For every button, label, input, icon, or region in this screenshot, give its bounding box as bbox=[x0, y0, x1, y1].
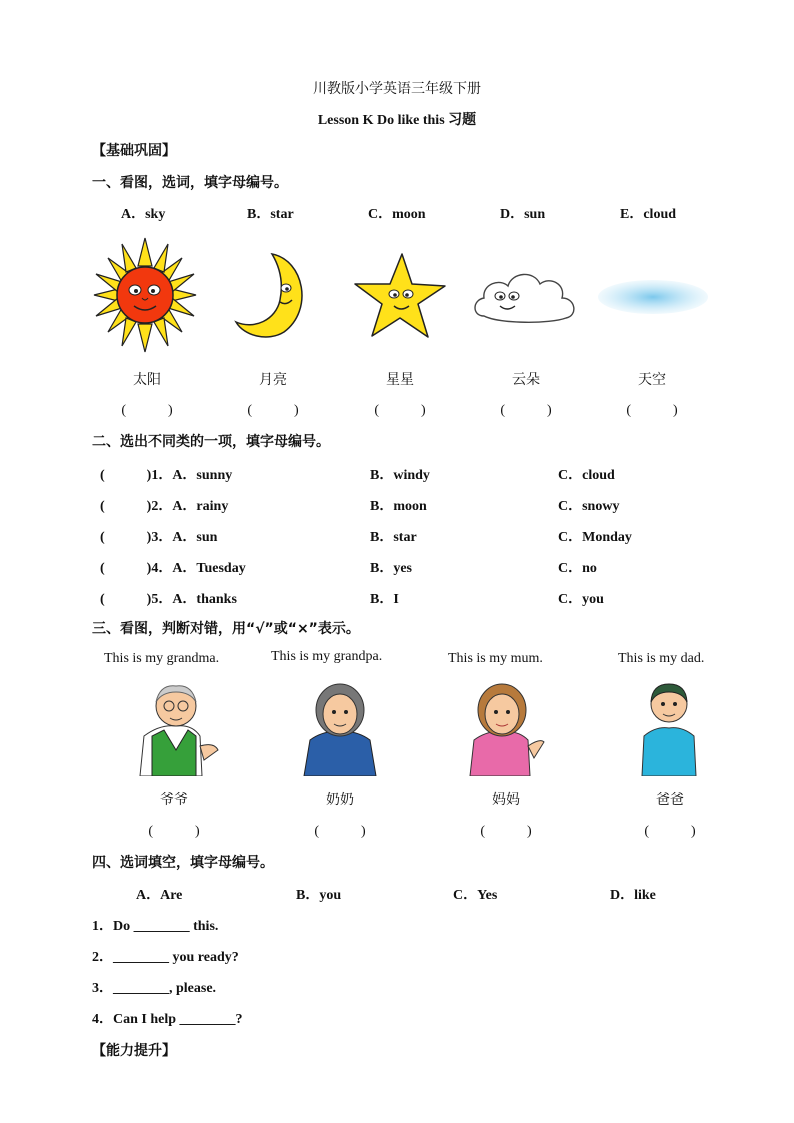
mum-picture bbox=[464, 680, 548, 776]
part3-heading: 三、看图，判断对错，用“√”或“×”表示。 bbox=[92, 621, 360, 637]
fill-item-1: 1．Do ________ this. bbox=[92, 919, 219, 934]
label-moon: 月亮 bbox=[259, 372, 287, 388]
part4-option-a: A．Are bbox=[136, 888, 183, 903]
label-star: 星星 bbox=[386, 372, 414, 388]
advanced-section-heading: 【能力提升】 bbox=[92, 1043, 176, 1059]
page-subtitle: Lesson K Do like this 习题 bbox=[317, 113, 477, 128]
part1-option-e: E．cloud bbox=[620, 207, 677, 222]
part4-heading: 四、选词填空，填字母编号。 bbox=[92, 855, 274, 871]
answer-blank[interactable]: ( ) bbox=[247, 403, 299, 418]
part4-option-b: B．you bbox=[296, 888, 342, 903]
answer-blank[interactable]: ( ) bbox=[644, 824, 696, 839]
q5-option-c: C．you bbox=[558, 592, 604, 607]
fill-item-4: 4．Can I help ________? bbox=[92, 1012, 243, 1027]
answer-blank[interactable]: ( ) bbox=[314, 824, 366, 839]
q1-option-c: C．cloud bbox=[558, 468, 615, 483]
cloud-icon bbox=[470, 266, 580, 326]
q2-option-c: C．snowy bbox=[558, 499, 620, 514]
q2-option-a: ( )2．A．rainy bbox=[100, 499, 229, 514]
q5-option-a: ( )5．A．thanks bbox=[100, 592, 237, 607]
answer-blank[interactable]: ( ) bbox=[374, 403, 426, 418]
dad-picture bbox=[638, 680, 700, 776]
sentence-2: This is my grandpa. bbox=[271, 649, 383, 664]
answer-blank[interactable]: ( ) bbox=[148, 824, 200, 839]
part1-option-d: D．sun bbox=[500, 207, 546, 222]
label-dad: 爸爸 bbox=[656, 792, 684, 808]
fill-item-3: 3．________, please. bbox=[92, 981, 217, 996]
q3-option-c: C．Monday bbox=[558, 530, 632, 545]
part1-heading: 一、看图，选词，填字母编号。 bbox=[92, 175, 288, 191]
sky-icon bbox=[597, 278, 709, 316]
label-mum: 妈妈 bbox=[492, 792, 520, 808]
answer-blank[interactable]: ( ) bbox=[626, 403, 678, 418]
q4-option-a: ( )4．A．Tuesday bbox=[100, 561, 246, 576]
q1-option-a: ( )1．A．sunny bbox=[100, 468, 233, 483]
q5-option-b: B．I bbox=[370, 592, 399, 607]
q2-option-b: B．moon bbox=[370, 499, 427, 514]
part1-option-b: B．star bbox=[247, 207, 294, 222]
q4-option-b: B．yes bbox=[370, 561, 412, 576]
answer-blank[interactable]: ( ) bbox=[121, 403, 173, 418]
part1-option-a: A．sky bbox=[121, 207, 166, 222]
sun-icon bbox=[92, 236, 198, 354]
q3-option-b: B．star bbox=[370, 530, 417, 545]
part4-option-c: C．Yes bbox=[453, 888, 498, 903]
moon-icon bbox=[232, 250, 312, 340]
q4-option-c: C．no bbox=[558, 561, 597, 576]
basic-section-heading: 【基础巩固】 bbox=[92, 143, 176, 159]
label-sky: 天空 bbox=[638, 372, 666, 388]
sentence-4: This is my dad. bbox=[618, 651, 705, 666]
part1-option-c: C．moon bbox=[368, 207, 426, 222]
star-icon bbox=[352, 252, 447, 340]
part4-option-d: D．like bbox=[610, 888, 656, 903]
label-cloud: 云朵 bbox=[512, 372, 540, 388]
answer-blank[interactable]: ( ) bbox=[480, 824, 532, 839]
fill-item-2: 2．________ you ready? bbox=[92, 950, 239, 965]
sentence-1: This is my grandma. bbox=[104, 651, 220, 666]
sentence-3: This is my mum. bbox=[448, 651, 543, 666]
answer-blank[interactable]: ( ) bbox=[500, 403, 552, 418]
page-title: 川教版小学英语三年级下册 bbox=[313, 81, 481, 97]
label-grandma: 奶奶 bbox=[326, 792, 354, 808]
q3-option-a: ( )3．A．sun bbox=[100, 530, 218, 545]
label-grandpa: 爷爷 bbox=[160, 792, 188, 808]
grandma-picture bbox=[300, 680, 380, 776]
grandpa-picture bbox=[130, 680, 222, 776]
q1-option-b: B．windy bbox=[370, 468, 430, 483]
label-sun: 太阳 bbox=[133, 372, 161, 388]
part2-heading: 二、选出不同类的一项，填字母编号。 bbox=[92, 434, 330, 450]
